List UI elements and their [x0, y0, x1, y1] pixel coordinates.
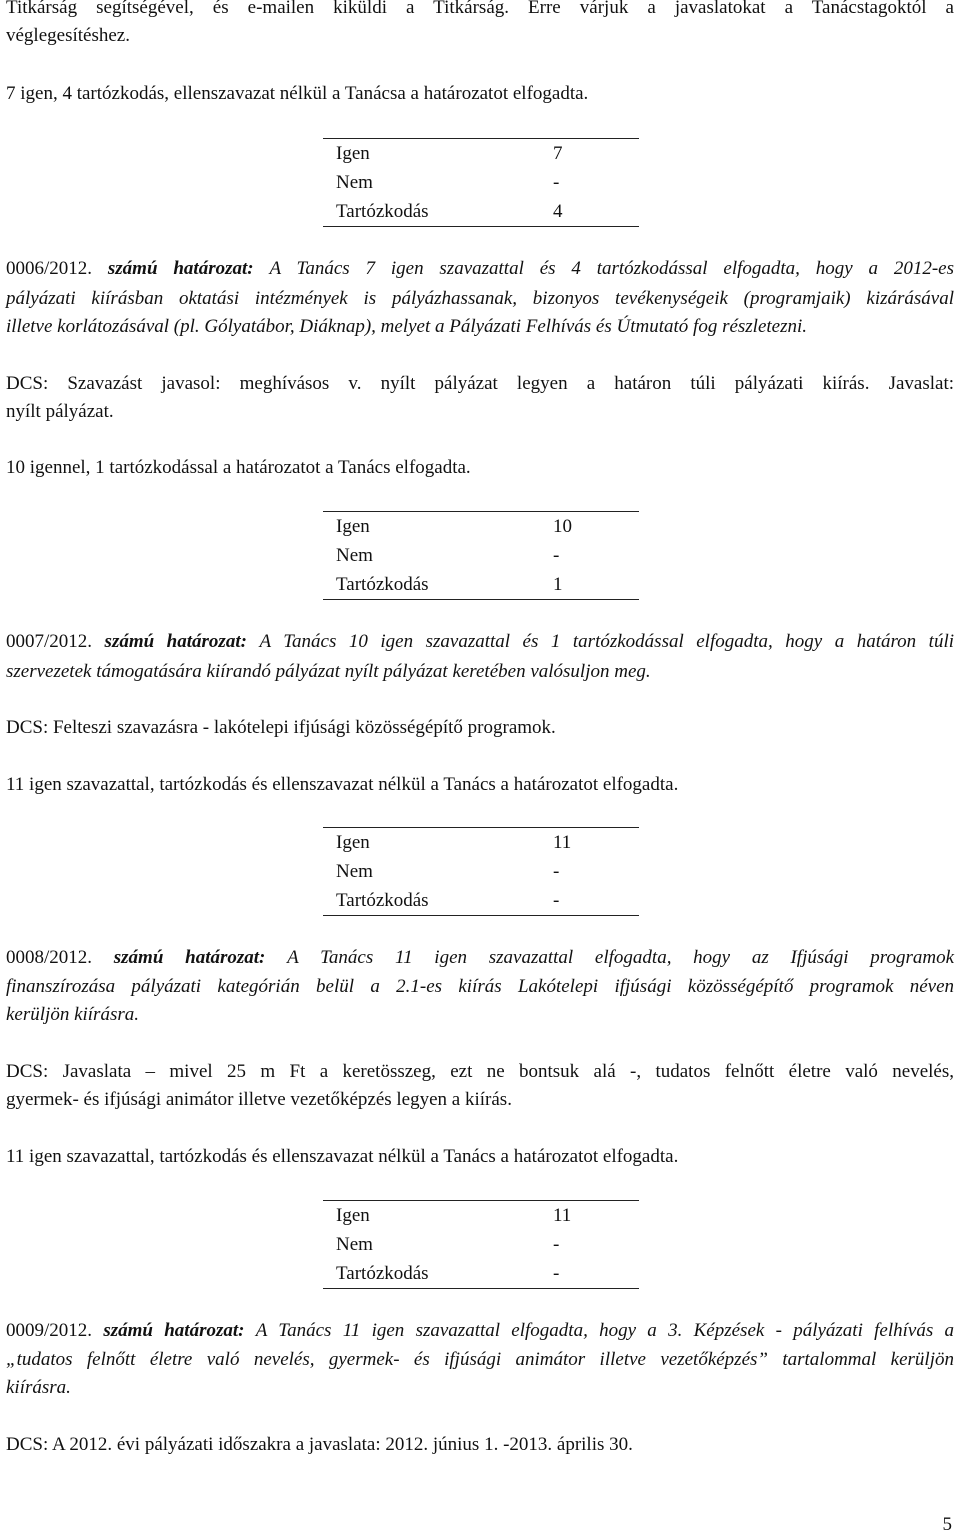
vote-label: Tartózkodás — [323, 886, 499, 916]
vote-table-4 — [323, 1200, 639, 1289]
resolution-0008-result: 11 igen szavazattal, tartózkodás és ellenszavazat nélkül a Tanács a határozatot elfogadta. — [6, 1146, 679, 1167]
resolution-text: A Tanács 11 igen szavazattal elfogadta, hogy az Ifjúsági programok — [287, 947, 955, 968]
vote-label: Tartózkodás — [323, 197, 499, 227]
resolution-0007-line-1 — [6, 628, 954, 656]
resolution-0008-line-3: kerüljön kiírásra. — [6, 1004, 139, 1025]
intro-line-2: véglegesítéshez. — [6, 25, 130, 46]
dcs-0009: DCS: A 2012. évi pályázati időszakra a javaslata: 2012. június 1. -2013. április 30. — [6, 1434, 633, 1455]
resolution-0007-line-2: szervezetek támogatására kiírandó pályázat nyílt pályázat keretében valósuljon meg. — [6, 661, 651, 682]
vote-label: Nem — [336, 545, 373, 566]
resolution-0009-line-2: „tudatos felnőtt életre való nevelés, gyermek- és ifjúsági animátor illetve vezetőképzés” tartalommal kerüljön — [6, 1349, 954, 1370]
vote-value: - — [499, 1259, 639, 1289]
resolution-heading: számú határozat: — [113, 947, 266, 968]
dcs-0006-line-1: DCS: Szavazást javasol: meghívásos v. nyílt pályázat legyen a határon túli pályázati kiírás. Javaslat: — [6, 373, 954, 394]
resolution-0006-line-2: pályázati kiírásban oktatási intézmények is pályázhassanak, bizonyos tevékenységeik (programjaik) kizárásával — [6, 288, 954, 309]
resolution-number: 0006/2012. — [6, 258, 93, 279]
vote-label: Tartózkodás — [323, 570, 499, 600]
resolution-number: 0008/2012. — [6, 947, 93, 968]
dcs-0007: DCS: Felteszi szavazásra - lakótelepi ifjúsági közösségépítő programok. — [6, 717, 556, 738]
resolution-number: 0009/2012. — [6, 1320, 93, 1341]
intro-line-1: Titkárság segítségével, és e-mailen kiküldi a Titkárság. Erre várjuk a javaslatokat a Tanácstagoktól a — [6, 0, 954, 18]
vote-value: 1 — [499, 570, 639, 600]
dcs-0008-line-2: gyermek- és ifjúsági animátor illetve vezetőképzés legyen a kiírás. — [6, 1089, 512, 1110]
resolution-text: A Tanács 11 igen szavazattal elfogadta, hogy a 3. Képzések - pályázati felhívás a — [255, 1320, 955, 1341]
resolution-0006-line-1 — [6, 255, 954, 283]
vote-table-1 — [323, 138, 639, 227]
vote-label: Tartózkodás — [323, 1259, 499, 1289]
resolution-text: A Tanács 7 igen szavazattal és 4 tartózkodással elfogadta, hogy a 2012-es — [269, 258, 955, 279]
resolution-text: A Tanács 10 igen szavazattal és 1 tartózkodással elfogadta, hogy a határon túli — [259, 631, 955, 652]
vote-value: 10 — [499, 512, 639, 542]
vote-value: - — [553, 172, 560, 193]
vote-value: - — [499, 886, 639, 916]
resolution-0008-line-1 — [6, 944, 954, 972]
vote-value: - — [553, 1234, 560, 1255]
page-number: 5 — [942, 1514, 952, 1535]
vote-value: 11 — [499, 1201, 639, 1231]
resolution-heading: számú határozat: — [107, 258, 254, 279]
vote-label: Nem — [336, 1234, 373, 1255]
resolution-0009-line-1 — [6, 1317, 954, 1345]
vote-label: Nem — [336, 172, 373, 193]
vote-table-3 — [323, 827, 639, 916]
resolution-heading: számú határozat: — [104, 631, 247, 652]
resolution-0006-result: 10 igennel, 1 tartózkodással a határozatot a Tanács elfogadta. — [6, 457, 471, 478]
vote-label: Igen — [323, 828, 499, 858]
dcs-0008-line-1: DCS: Javaslata – mivel 25 m Ft a keretösszeg, ezt ne bontsuk alá -, tudatos felnőtt életre való nevelés, — [6, 1061, 954, 1082]
resolution-0008-line-2: finanszírozása pályázati kategórián belül a 2.1-es kiírás Lakótelepi ifjúsági közösségépítő programok néven — [6, 976, 954, 997]
vote-label: Igen — [323, 139, 499, 169]
resolution-number: 0007/2012. — [6, 631, 93, 652]
dcs-0006-line-2: nyílt pályázat. — [6, 401, 114, 422]
vote-table-2 — [323, 511, 639, 600]
vote-value: 4 — [499, 197, 639, 227]
intro-result: 7 igen, 4 tartózkodás, ellenszavazat nélkül a Tanácsa a határozatot elfogadta. — [6, 83, 589, 104]
vote-value: 11 — [499, 828, 639, 858]
vote-label: Nem — [336, 861, 373, 882]
resolution-heading: számú határozat: — [103, 1320, 245, 1341]
resolution-0007-result: 11 igen szavazattal, tartózkodás és ellenszavazat nélkül a Tanács a határozatot elfogadta. — [6, 774, 679, 795]
vote-label: Igen — [323, 1201, 499, 1231]
vote-label: Igen — [323, 512, 499, 542]
vote-value: - — [553, 861, 560, 882]
resolution-0009-line-3: kiírásra. — [6, 1377, 71, 1398]
vote-value: 7 — [499, 139, 639, 169]
resolution-0006-line-3: illetve korlátozásával (pl. Gólyatábor, Diáknap), melyet a Pályázati Felhívás és Útmutató fog részletezni. — [6, 316, 808, 337]
vote-value: - — [553, 545, 560, 566]
